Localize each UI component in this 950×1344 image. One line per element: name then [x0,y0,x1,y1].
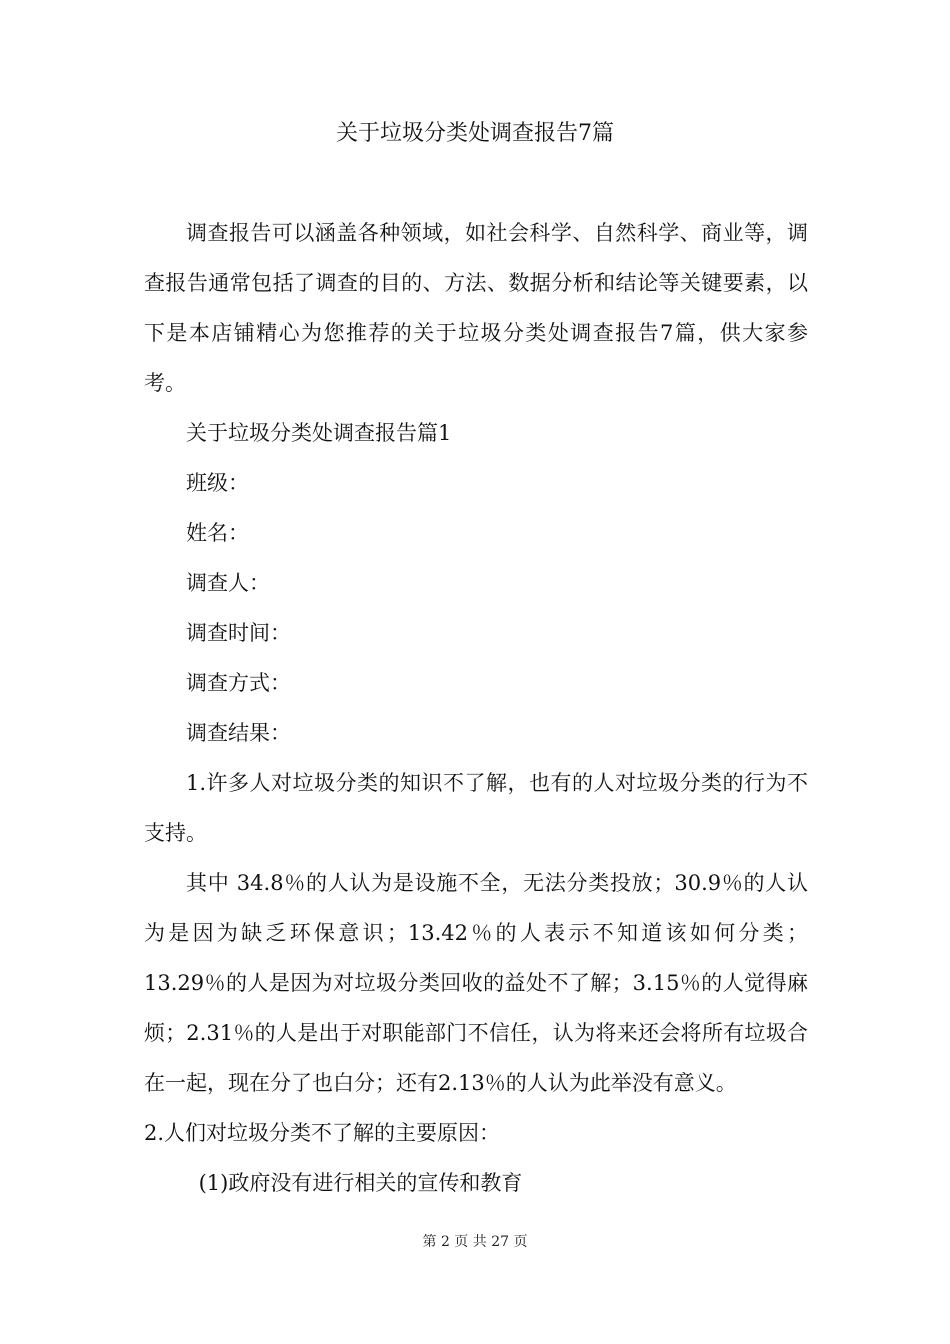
intro-paragraph: 调查报告可以涵盖各种领域，如社会科学、自然科学、商业等，调查报告通常包括了调查的目的、方法、数据分析和结论等关键要素，以下是本店铺精心为您推荐的关于垃圾分类处调查报告7篇，供大家参考。 [144,221,808,395]
page-footer: 第 2 页 共 27 页 [422,1234,528,1250]
field-survey-time: 调查时间： [186,621,291,645]
document-body [144,208,808,1208]
reason-item-1: (1)政府没有进行相关的宣传和教育 [198,1171,523,1195]
field-survey-method: 调查方式： [186,671,291,695]
result-statistics: 其中 34.8％的人认为是设施不全，无法分类投放；30.9％的人认为是因为缺乏环保意识；13.42％的人表示不知道该如何分类；13.29％的人是因为对垃圾分类回收的益处不了解；3.15％的人觉得麻烦；2.31％的人是出于对职能部门不信任，认为将来还会将所有垃圾合在一起，现在分了也白分；还有2.13％的人认为此举没有意义。 [144,871,808,1095]
field-class: 班级： [186,471,249,495]
result-point-1: 1.许多人对垃圾分类的知识不了解，也有的人对垃圾分类的行为不支持。 [144,771,808,845]
field-name: 姓名： [186,521,249,545]
field-survey-results: 调查结果： [186,721,291,745]
section-heading: 关于垃圾分类处调查报告篇1 [186,421,452,445]
document-title: 关于垃圾分类处调查报告7篇 [336,121,614,146]
result-point-2: 2.人们对垃圾分类不了解的主要原因： [144,1121,501,1145]
field-investigator: 调查人： [186,571,270,595]
